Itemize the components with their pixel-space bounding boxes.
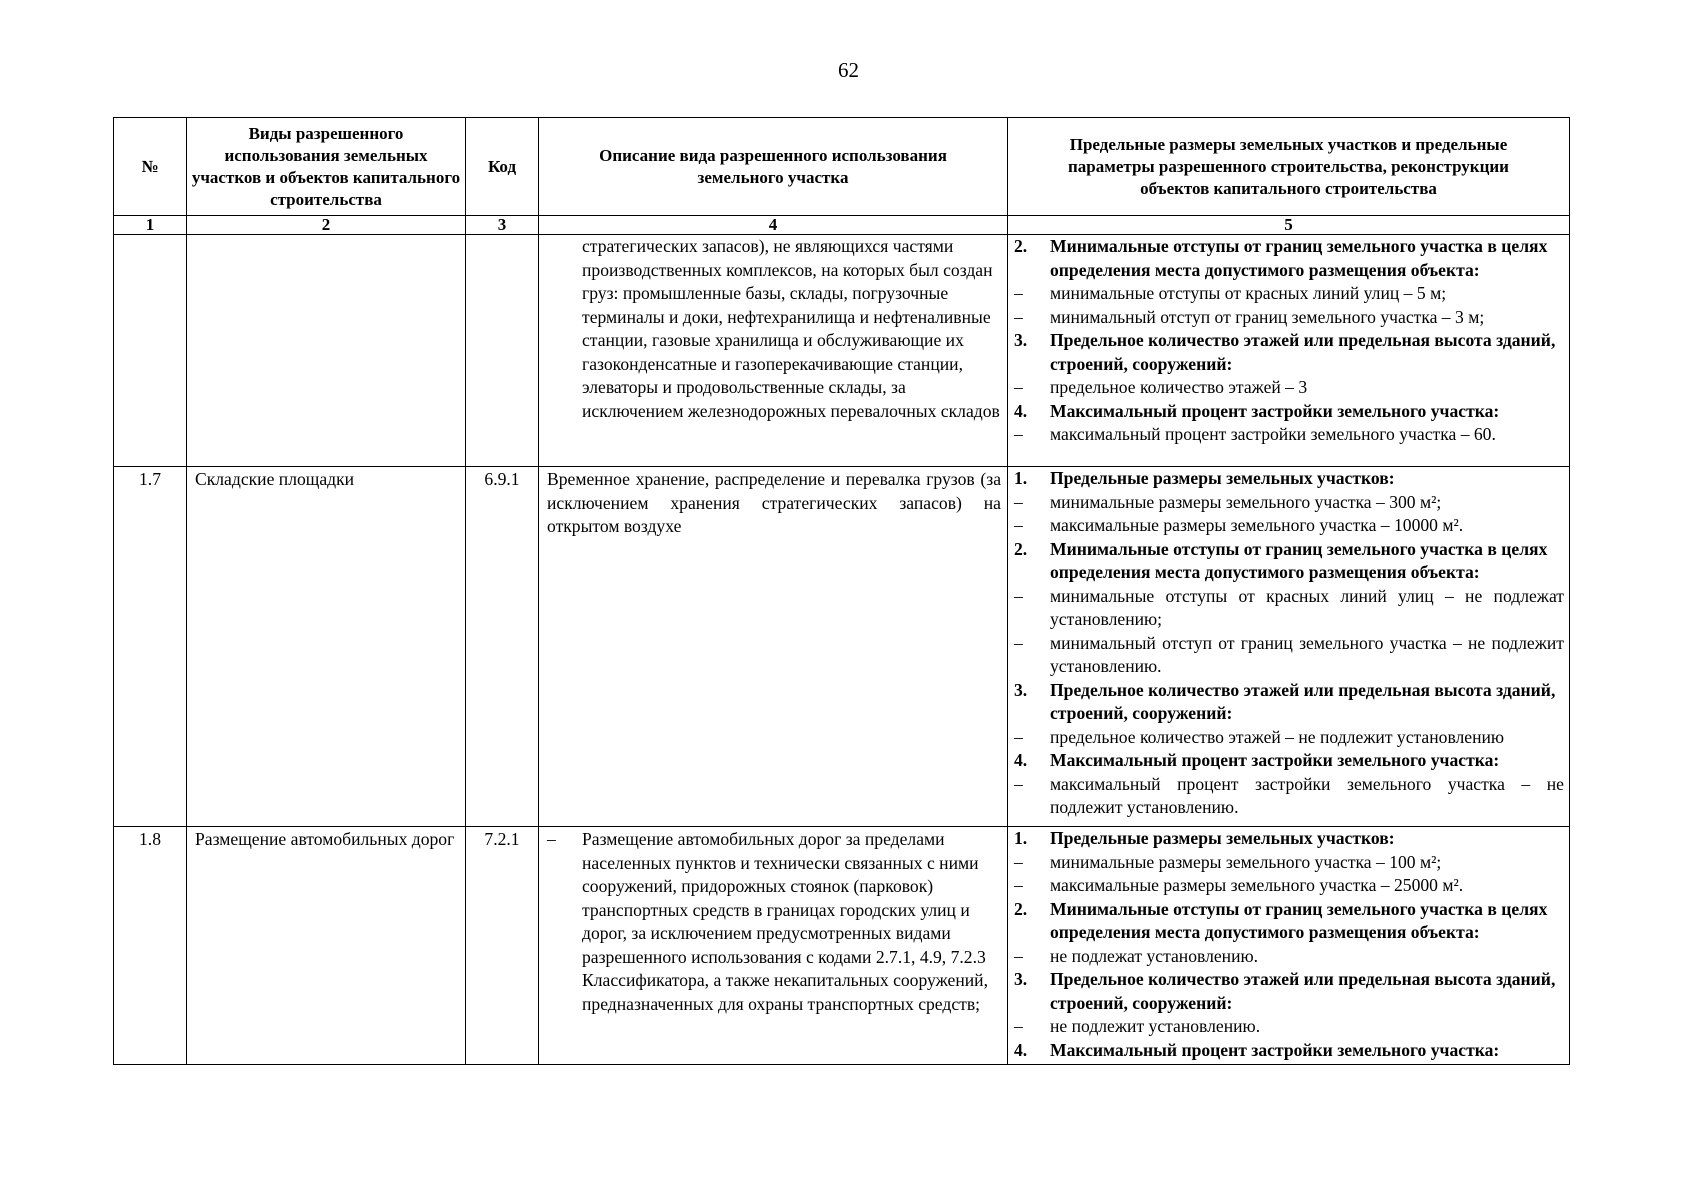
param-item-text: минимальные отступы от красных линий улиц – 5 м;	[1050, 283, 1447, 303]
param-heading	[1014, 1039, 1564, 1063]
param-heading	[1014, 538, 1564, 585]
column-number: 2	[187, 216, 466, 235]
param-item	[1014, 726, 1564, 750]
row-description	[539, 467, 1008, 827]
table-row	[114, 235, 1570, 467]
row-description	[539, 827, 1008, 1065]
param-item-text: минимальный отступ от границ земельного участка – не подлежит установлению.	[1050, 632, 1564, 676]
param-item	[1014, 851, 1564, 875]
param-item	[1014, 423, 1564, 447]
param-heading-text: Максимальный процент застройки земельного участка:	[1050, 750, 1500, 770]
row-code	[466, 235, 539, 467]
column-number: 1	[114, 216, 187, 235]
section-number: 3.	[1014, 969, 1028, 989]
param-item-text: минимальные отступы от красных линий улиц – не подлежат установлению;	[1050, 585, 1564, 629]
param-item	[1014, 306, 1564, 330]
row-code: 7.2.1	[466, 827, 539, 1065]
header-params: Предельные размеры земельных участков и предельные параметры разрешенного строительства, реконструкции объектов капитального строительства	[1008, 118, 1570, 216]
row-code: 6.9.1	[466, 467, 539, 827]
param-item	[1014, 1015, 1564, 1039]
page-number: 62	[838, 58, 859, 82]
section-number: 2.	[1014, 898, 1028, 919]
param-heading-text: Минимальные отступы от границ земельного участка в целях определения места допустимого размещения объекта:	[1050, 236, 1548, 280]
row-description	[539, 235, 1008, 467]
param-item	[1014, 282, 1564, 306]
section-number: 1.	[1014, 828, 1028, 848]
param-heading-text: Предельное количество этажей или предельная высота зданий, строений, сооружений:	[1050, 679, 1556, 723]
dash-marker: –	[1014, 515, 1023, 535]
param-heading	[1014, 467, 1564, 491]
row-params	[1008, 467, 1570, 827]
param-item	[1014, 376, 1564, 400]
param-item-text: максимальный процент застройки земельного участка – 60.	[1050, 424, 1496, 444]
header-num: №	[114, 118, 187, 216]
param-item-text: минимальные размеры земельного участка – 100 м²;	[1050, 851, 1442, 872]
dash-marker: –	[1014, 851, 1023, 872]
dash-marker: –	[1014, 945, 1023, 966]
header-kind: Виды разрешенного использования земельных участков и объектов капитального строительства	[187, 118, 466, 216]
table-row	[114, 467, 1570, 827]
column-number: 4	[539, 216, 1008, 235]
land-use-table	[113, 117, 1570, 1065]
param-item-text: максимальный процент застройки земельного участка – не подлежит установлению.	[1050, 773, 1564, 817]
section-number: 1.	[1014, 468, 1028, 488]
column-number-row	[114, 216, 1570, 235]
dash-marker: –	[1014, 424, 1023, 444]
param-item-text: минимальные размеры земельного участка – 300 м²;	[1050, 491, 1442, 512]
table-row	[114, 827, 1570, 1065]
description-text: Размещение автомобильных дорог за пределами населенных пунктов и технически связанных с ними сооружений, придорожных стоянок (парковок) транспортных средств в границах городских улиц и дорог, за исключением предусмотренных видами разрешенного использования с кодами 2.7.1, 4.9, 7.2.3 Классификатора, а также некапитальных сооружений, предназначенных для охраны транспортных средств;	[582, 829, 988, 1014]
param-item-text: минимальный отступ от границ земельного участка – 3 м;	[1050, 306, 1485, 327]
param-item-text: максимальные размеры земельного участка – 10000 м².	[1050, 515, 1464, 535]
section-number: 3.	[1014, 679, 1028, 700]
description-text: стратегических запасов), не являющихся частями производственных комплексов, на которых был создан груз: промышленные базы, склады, погрузочные терминалы и доки, нефтехранилища и нефтеналивные станции, газовые хранилища и обслуживающие их газоконденсатные и газоперекачивающие станции, элеваторы и продовольственные склады, за исключением железнодорожных перевалочных складов	[582, 236, 1000, 421]
param-heading	[1014, 679, 1564, 726]
section-number: 3.	[1014, 330, 1028, 350]
param-heading	[1014, 898, 1564, 945]
row-name: Размещение автомобильных дорог	[187, 827, 466, 1065]
param-heading	[1014, 235, 1564, 282]
param-item-text: не подлежит установлению.	[1050, 1016, 1261, 1036]
section-number: 4.	[1014, 400, 1028, 421]
param-item-text: предельное количество этажей – не подлежит установлению	[1050, 726, 1505, 747]
param-heading	[1014, 968, 1564, 1015]
param-item-text: предельное количество этажей – 3	[1050, 377, 1308, 397]
param-item-text: не подлежат установлению.	[1050, 945, 1259, 966]
param-item	[1014, 632, 1564, 679]
row-params	[1008, 827, 1570, 1065]
row-number: 1.7	[114, 467, 187, 827]
header-description: Описание вида разрешенного использования земельного участка	[539, 118, 1008, 216]
column-number: 3	[466, 216, 539, 235]
param-heading-text: Максимальный процент застройки земельного участка:	[1050, 1039, 1500, 1060]
section-number: 2.	[1014, 236, 1028, 256]
param-item	[1014, 945, 1564, 969]
param-heading	[1014, 400, 1564, 424]
row-name: Складские площадки	[187, 467, 466, 827]
dash-marker: –	[1014, 632, 1023, 653]
param-heading	[1014, 329, 1564, 376]
header-row	[114, 118, 1570, 216]
param-item	[1014, 514, 1564, 538]
param-heading-text: Предельные размеры земельных участков:	[1050, 828, 1395, 848]
param-item-text: максимальные размеры земельного участка – 25000 м².	[1050, 875, 1464, 895]
dash-marker: –	[1014, 491, 1023, 512]
param-heading-text: Предельное количество этажей или предельная высота зданий, строений, сооружений:	[1050, 330, 1556, 374]
dash-marker: –	[1014, 773, 1023, 794]
param-item	[1014, 585, 1564, 632]
column-number: 5	[1008, 216, 1570, 235]
dash-marker: –	[1014, 875, 1023, 895]
header-code: Код	[466, 118, 539, 216]
param-item	[1014, 874, 1564, 898]
dash-marker: –	[1014, 306, 1023, 327]
dash-marker: –	[547, 829, 556, 849]
dash-marker: –	[1014, 585, 1023, 606]
section-number: 4.	[1014, 1039, 1028, 1060]
param-heading	[1014, 827, 1564, 851]
section-number: 2.	[1014, 538, 1028, 559]
param-heading-text: Предельное количество этажей или предельная высота зданий, строений, сооружений:	[1050, 969, 1556, 1013]
param-item	[1014, 491, 1564, 515]
row-number	[114, 235, 187, 467]
param-heading-text: Предельные размеры земельных участков:	[1050, 468, 1395, 488]
dash-marker: –	[1014, 1016, 1023, 1036]
section-number: 4.	[1014, 750, 1028, 770]
param-heading-text: Максимальный процент застройки земельного участка:	[1050, 400, 1500, 421]
row-name	[187, 235, 466, 467]
row-params	[1008, 235, 1570, 467]
param-heading-text: Минимальные отступы от границ земельного участка в целях определения места допустимого размещения объекта:	[1050, 898, 1548, 942]
param-item	[1014, 773, 1564, 820]
dash-marker: –	[1014, 377, 1023, 397]
param-heading	[1014, 749, 1564, 773]
row-number: 1.8	[114, 827, 187, 1065]
dash-marker: –	[1014, 283, 1023, 303]
dash-marker: –	[1014, 726, 1023, 747]
param-heading-text: Минимальные отступы от границ земельного участка в целях определения места допустимого размещения объекта:	[1050, 538, 1548, 582]
description-text: Временное хранение, распределение и перевалка грузов (за исключением хранения стратегических запасов) на открытом воздухе	[547, 469, 1001, 536]
